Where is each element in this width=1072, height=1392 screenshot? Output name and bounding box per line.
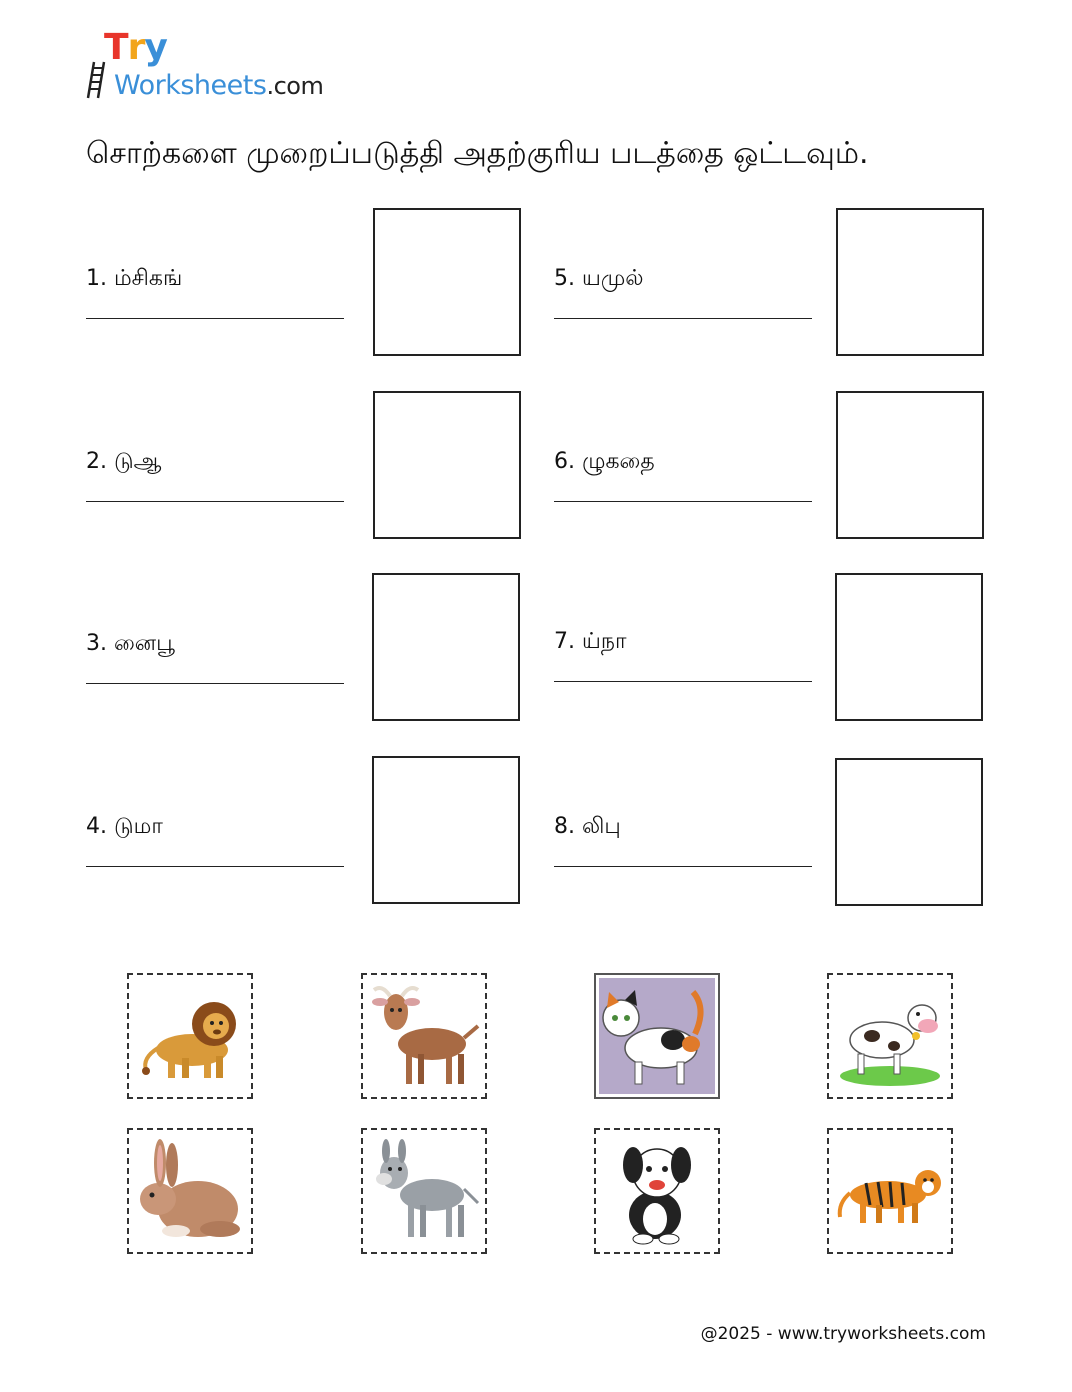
donkey-icon [366, 1133, 482, 1249]
cutout-lion[interactable] [127, 973, 253, 1099]
cutout-donkey[interactable] [361, 1128, 487, 1254]
rabbit-icon [132, 1133, 248, 1249]
question-3 [86, 631, 346, 701]
answer-line[interactable] [86, 318, 344, 319]
question-label: 1. ம்சிகங் [86, 266, 183, 291]
logo-brand: Worksheets.com [114, 70, 324, 101]
logo-try: Try [104, 27, 167, 68]
cutout-rabbit[interactable] [127, 1128, 253, 1254]
answer-box-5[interactable] [836, 208, 984, 356]
question-label: 4. டுமா [86, 814, 163, 839]
answer-box-4[interactable] [372, 756, 520, 904]
cow-icon [832, 978, 948, 1094]
question-1 [86, 266, 346, 336]
answer-box-1[interactable] [373, 208, 521, 356]
cutout-tiger[interactable] [827, 1128, 953, 1254]
question-label: 5. யமுல் [554, 266, 644, 291]
worksheet-instruction: சொற்களை முறைப்படுத்தி அதற்குரிய படத்தை ஒட்டவும். [86, 136, 869, 171]
cutout-cow[interactable] [827, 973, 953, 1099]
question-label: 8. லிபு [554, 814, 621, 839]
answer-line[interactable] [554, 501, 812, 502]
answer-line[interactable] [86, 683, 344, 684]
answer-box-6[interactable] [836, 391, 984, 539]
answer-box-3[interactable] [372, 573, 520, 721]
goat-icon [366, 978, 482, 1094]
answer-line[interactable] [554, 681, 812, 682]
answer-line[interactable] [554, 866, 812, 867]
question-label: 6. ழுகதை [554, 449, 655, 474]
copyright-footer: @2025 - www.tryworksheets.com [700, 1324, 986, 1344]
site-logo [86, 27, 346, 105]
answer-line[interactable] [554, 318, 812, 319]
cutout-cat[interactable] [594, 973, 720, 1099]
answer-line[interactable] [86, 866, 344, 867]
question-7 [554, 629, 814, 699]
question-4 [86, 814, 346, 884]
dog-icon [599, 1133, 715, 1249]
tiger-icon [832, 1133, 948, 1249]
question-6 [554, 449, 814, 519]
question-label: 3. னைபூ [86, 631, 175, 656]
answer-box-8[interactable] [835, 758, 983, 906]
question-5 [554, 266, 814, 336]
question-label: 2. டுஆ [86, 449, 162, 474]
cutout-goat[interactable] [361, 973, 487, 1099]
answer-box-2[interactable] [373, 391, 521, 539]
lion-icon [132, 978, 248, 1094]
answer-line[interactable] [86, 501, 344, 502]
cutout-dog[interactable] [594, 1128, 720, 1254]
question-2 [86, 449, 346, 519]
question-8 [554, 814, 814, 884]
answer-box-7[interactable] [835, 573, 983, 721]
cat-icon [599, 978, 715, 1094]
question-label: 7. ய்நா [554, 629, 627, 654]
